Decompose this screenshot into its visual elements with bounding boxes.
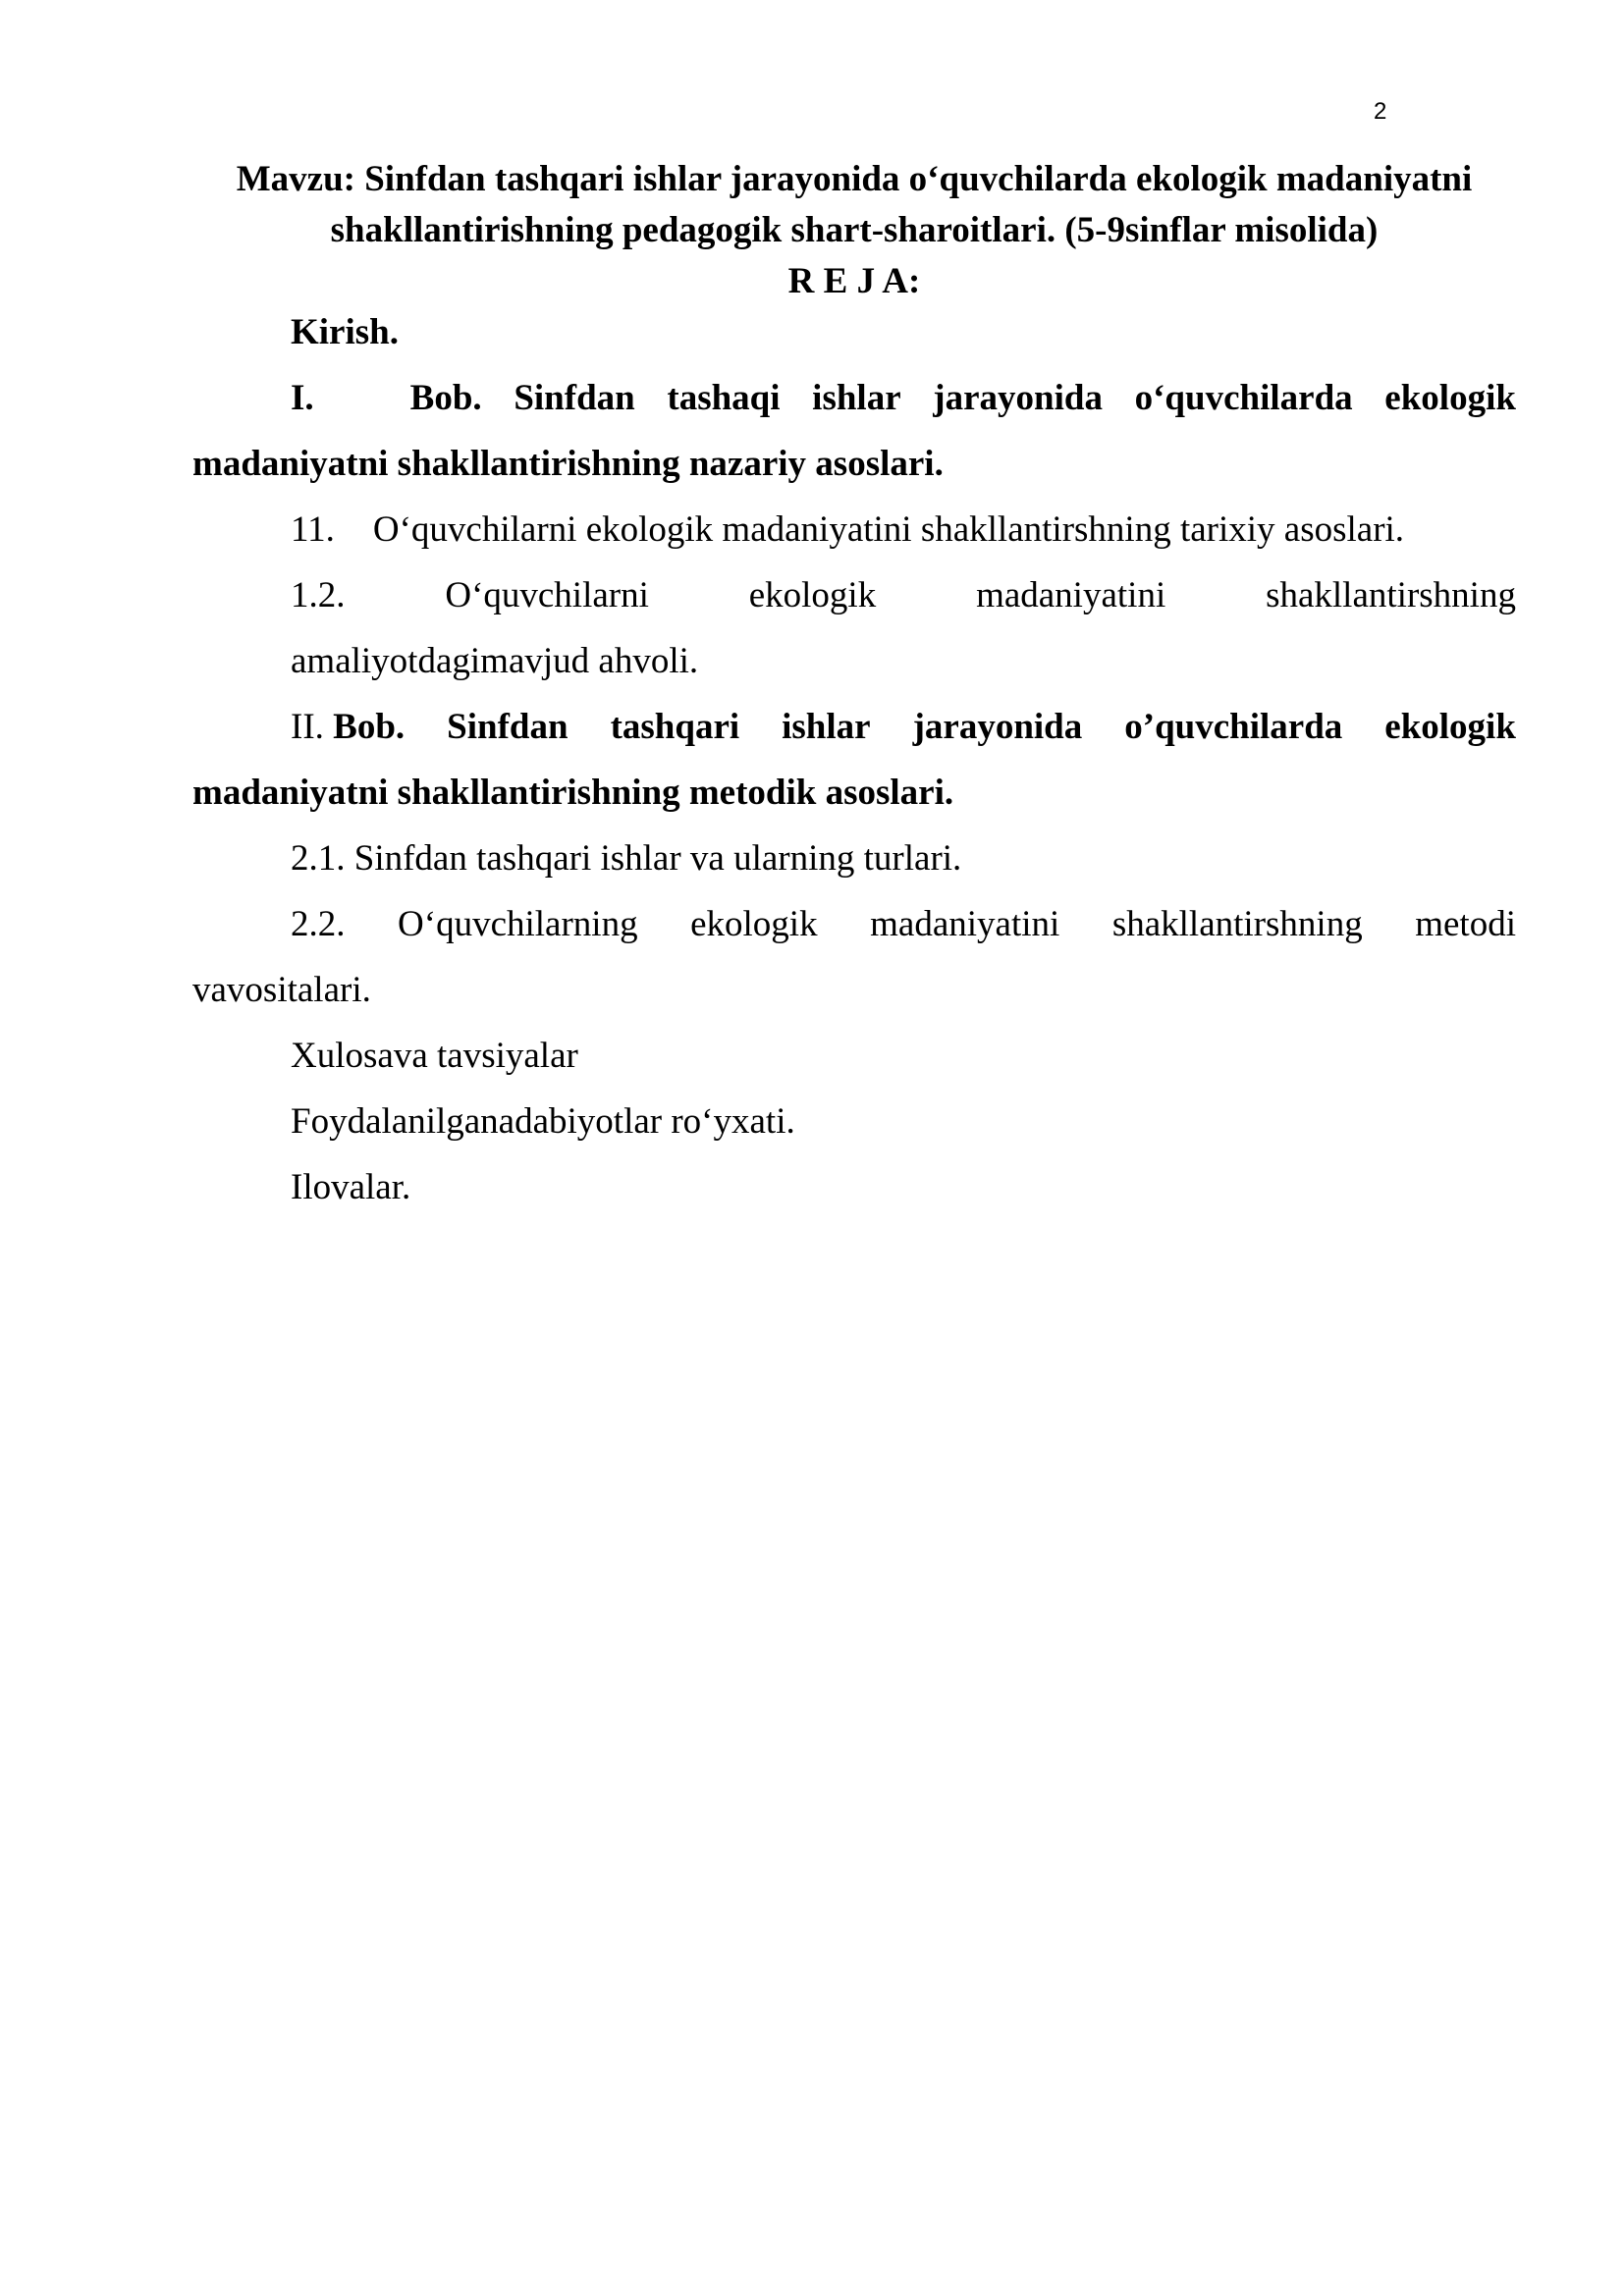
chapter-1-word: o‘quvchilarda xyxy=(1134,378,1353,418)
references-item: Foydalanilganadabiyotlar ro‘yxati. xyxy=(291,1101,795,1142)
plan-body xyxy=(192,299,1516,1220)
chapter-2-word: Bob. xyxy=(333,707,406,747)
section-2-2-line-1 xyxy=(192,891,1516,957)
section-2-2-word: madaniyatini xyxy=(870,904,1060,944)
section-1-1-number: 11. xyxy=(291,509,335,550)
chapter-2-word: ishlar xyxy=(782,707,871,747)
title-line-1: Mavzu: Sinfdan tashqari ishlar jarayonida o‘quvchilarda ekologik madaniyatni xyxy=(236,159,1473,199)
section-2-2-word: O‘quvchilarning xyxy=(398,904,638,944)
section-2-2-word: ekologik xyxy=(690,904,818,944)
chapter-1-word: Sinfdan xyxy=(514,378,635,418)
chapter-1-line-1 xyxy=(192,365,1516,431)
section-1-1 xyxy=(192,497,1516,562)
chapter-1-number: I. xyxy=(291,378,314,418)
chapter-2-word: Sinfdan xyxy=(447,707,568,747)
chapter-2-number: II. xyxy=(291,707,324,747)
section-2-2-word: 2.2. xyxy=(291,904,346,944)
conclusion-item: Xulosava tavsiyalar xyxy=(291,1036,578,1076)
title-line-2: shakllantirishning pedagogik shart-sharoitlari. (5-9sinflar misolida) xyxy=(330,210,1379,250)
section-1-1-text: O‘quvchilarni ekologik madaniyatini shakllantirshning tarixiy asoslari. xyxy=(372,509,1405,550)
chapter-2-word: jarayonida xyxy=(912,707,1083,747)
page-number: 2 xyxy=(1374,98,1387,125)
document-title xyxy=(192,154,1516,256)
chapter-1-word: tashaqi xyxy=(667,378,781,418)
chapter-1-word: jarayonida xyxy=(933,378,1103,418)
intro-item: Kirish. xyxy=(291,312,399,352)
chapter-1-word: Bob. xyxy=(409,378,482,418)
appendix-item: Ilovalar. xyxy=(291,1167,411,1207)
section-1-2-word: madaniyatini xyxy=(976,575,1166,615)
chapter-1-word: ekologik xyxy=(1384,378,1516,418)
chapter-2-line-2: madaniyatni shakllantirishning metodik asoslari. xyxy=(192,773,954,813)
section-1-2-word: ekologik xyxy=(748,575,877,615)
plan-heading: R E J A: xyxy=(787,261,921,301)
section-1-2-word: shakllantirshning xyxy=(1266,575,1516,615)
section-1-2-line-2: amaliyotdagimavjud ahvoli. xyxy=(291,641,699,681)
section-2-2-word: metodi xyxy=(1415,904,1516,944)
chapter-2-word: o’quvchilarda xyxy=(1124,707,1343,747)
chapter-2-word: tashqari xyxy=(610,707,740,747)
chapter-1-line-2: madaniyatni shakllantirishning nazariy asoslari. xyxy=(192,444,944,484)
section-1-2-word: O‘quvchilarni xyxy=(445,575,649,615)
section-1-2-word: 1.2. xyxy=(291,575,346,615)
section-1-2-line-1 xyxy=(192,562,1516,628)
chapter-1-word: ishlar xyxy=(812,378,901,418)
section-2-2-line-2: vavositalari. xyxy=(192,970,371,1010)
section-2-2-word: shakllantirshning xyxy=(1111,904,1363,944)
chapter-2-line-1 xyxy=(192,694,1516,760)
section-2-1: 2.1. Sinfdan tashqari ishlar va ularning turlari. xyxy=(291,838,962,879)
chapter-2-word: ekologik xyxy=(1384,707,1516,747)
